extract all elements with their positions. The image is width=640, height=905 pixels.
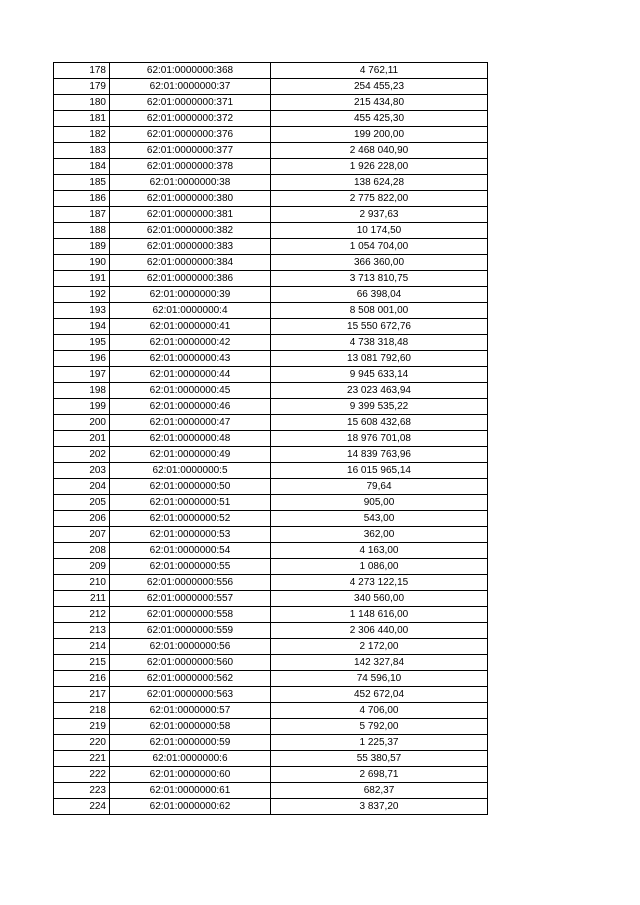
- cadastral-number-cell: 62:01:0000000:57: [110, 703, 271, 719]
- cadastral-number-cell: 62:01:0000000:37: [110, 79, 271, 95]
- table-row: [54, 751, 488, 767]
- row-number-cell: 215: [54, 655, 110, 671]
- cadastral-value-table: [53, 62, 488, 815]
- table-row: [54, 463, 488, 479]
- cadastral-number-cell: 62:01:0000000:562: [110, 671, 271, 687]
- cadastral-number-cell: 62:01:0000000:556: [110, 575, 271, 591]
- table-row: [54, 63, 488, 79]
- cadastral-number-cell: 62:01:0000000:62: [110, 799, 271, 815]
- row-number-cell: 219: [54, 719, 110, 735]
- row-number-cell: 192: [54, 287, 110, 303]
- row-number-cell: 222: [54, 767, 110, 783]
- cadastral-number-cell: 62:01:0000000:42: [110, 335, 271, 351]
- cadastral-number-cell: 62:01:0000000:47: [110, 415, 271, 431]
- cadastral-number-cell: 62:01:0000000:50: [110, 479, 271, 495]
- value-cell: 455 425,30: [271, 111, 488, 127]
- value-cell: 905,00: [271, 495, 488, 511]
- row-number-cell: 206: [54, 511, 110, 527]
- cadastral-number-cell: 62:01:0000000:371: [110, 95, 271, 111]
- table-row: [54, 79, 488, 95]
- table-row: [54, 591, 488, 607]
- value-cell: 2 172,00: [271, 639, 488, 655]
- value-cell: 4 273 122,15: [271, 575, 488, 591]
- value-cell: 2 468 040,90: [271, 143, 488, 159]
- value-cell: 254 455,23: [271, 79, 488, 95]
- table-row: [54, 639, 488, 655]
- row-number-cell: 207: [54, 527, 110, 543]
- value-cell: 66 398,04: [271, 287, 488, 303]
- table-row: [54, 319, 488, 335]
- cadastral-number-cell: 62:01:0000000:378: [110, 159, 271, 175]
- row-number-cell: 179: [54, 79, 110, 95]
- row-number-cell: 202: [54, 447, 110, 463]
- cadastral-number-cell: 62:01:0000000:384: [110, 255, 271, 271]
- cadastral-number-cell: 62:01:0000000:368: [110, 63, 271, 79]
- table-row: [54, 719, 488, 735]
- table-row: [54, 671, 488, 687]
- cadastral-number-cell: 62:01:0000000:380: [110, 191, 271, 207]
- table-row: [54, 271, 488, 287]
- cadastral-number-cell: 62:01:0000000:381: [110, 207, 271, 223]
- table-row: [54, 495, 488, 511]
- value-cell: 15 608 432,68: [271, 415, 488, 431]
- row-number-cell: 191: [54, 271, 110, 287]
- row-number-cell: 195: [54, 335, 110, 351]
- value-cell: 199 200,00: [271, 127, 488, 143]
- value-cell: 4 706,00: [271, 703, 488, 719]
- row-number-cell: 211: [54, 591, 110, 607]
- value-cell: 8 508 001,00: [271, 303, 488, 319]
- value-cell: 142 327,84: [271, 655, 488, 671]
- cadastral-number-cell: 62:01:0000000:56: [110, 639, 271, 655]
- cadastral-number-cell: 62:01:0000000:53: [110, 527, 271, 543]
- cadastral-number-cell: 62:01:0000000:43: [110, 351, 271, 367]
- cadastral-number-cell: 62:01:0000000:59: [110, 735, 271, 751]
- cadastral-number-cell: 62:01:0000000:44: [110, 367, 271, 383]
- table-row: [54, 687, 488, 703]
- value-cell: 74 596,10: [271, 671, 488, 687]
- value-cell: 1 086,00: [271, 559, 488, 575]
- table-row: [54, 575, 488, 591]
- table-row: [54, 207, 488, 223]
- table-row: [54, 767, 488, 783]
- row-number-cell: 209: [54, 559, 110, 575]
- row-number-cell: 208: [54, 543, 110, 559]
- cadastral-number-cell: 62:01:0000000:558: [110, 607, 271, 623]
- row-number-cell: 198: [54, 383, 110, 399]
- cadastral-number-cell: 62:01:0000000:382: [110, 223, 271, 239]
- value-cell: 2 775 822,00: [271, 191, 488, 207]
- table-row: [54, 399, 488, 415]
- value-cell: 9 945 633,14: [271, 367, 488, 383]
- row-number-cell: 196: [54, 351, 110, 367]
- value-cell: 682,37: [271, 783, 488, 799]
- table-row: [54, 607, 488, 623]
- cadastral-number-cell: 62:01:0000000:560: [110, 655, 271, 671]
- table-row: [54, 623, 488, 639]
- row-number-cell: 200: [54, 415, 110, 431]
- cadastral-number-cell: 62:01:0000000:383: [110, 239, 271, 255]
- cadastral-number-cell: 62:01:0000000:377: [110, 143, 271, 159]
- value-cell: 1 225,37: [271, 735, 488, 751]
- row-number-cell: 204: [54, 479, 110, 495]
- table-row: [54, 735, 488, 751]
- value-cell: 2 937,63: [271, 207, 488, 223]
- value-cell: 2 306 440,00: [271, 623, 488, 639]
- row-number-cell: 224: [54, 799, 110, 815]
- value-cell: 9 399 535,22: [271, 399, 488, 415]
- row-number-cell: 213: [54, 623, 110, 639]
- table-row: [54, 543, 488, 559]
- cadastral-number-cell: 62:01:0000000:563: [110, 687, 271, 703]
- table-row: [54, 175, 488, 191]
- value-cell: 366 360,00: [271, 255, 488, 271]
- row-number-cell: 193: [54, 303, 110, 319]
- row-number-cell: 201: [54, 431, 110, 447]
- row-number-cell: 214: [54, 639, 110, 655]
- cadastral-number-cell: 62:01:0000000:60: [110, 767, 271, 783]
- cadastral-number-cell: 62:01:0000000:4: [110, 303, 271, 319]
- value-cell: 543,00: [271, 511, 488, 527]
- row-number-cell: 183: [54, 143, 110, 159]
- value-cell: 16 015 965,14: [271, 463, 488, 479]
- row-number-cell: 217: [54, 687, 110, 703]
- cadastral-number-cell: 62:01:0000000:559: [110, 623, 271, 639]
- cadastral-number-cell: 62:01:0000000:38: [110, 175, 271, 191]
- table-row: [54, 799, 488, 815]
- value-cell: 4 762,11: [271, 63, 488, 79]
- table-row: [54, 559, 488, 575]
- value-cell: 4 163,00: [271, 543, 488, 559]
- value-cell: 18 976 701,08: [271, 431, 488, 447]
- value-cell: 215 434,80: [271, 95, 488, 111]
- value-cell: 10 174,50: [271, 223, 488, 239]
- row-number-cell: 181: [54, 111, 110, 127]
- cadastral-number-cell: 62:01:0000000:45: [110, 383, 271, 399]
- row-number-cell: 205: [54, 495, 110, 511]
- value-cell: 1 054 704,00: [271, 239, 488, 255]
- table-row: [54, 95, 488, 111]
- cadastral-number-cell: 62:01:0000000:58: [110, 719, 271, 735]
- row-number-cell: 220: [54, 735, 110, 751]
- value-cell: 13 081 792,60: [271, 351, 488, 367]
- value-cell: 55 380,57: [271, 751, 488, 767]
- row-number-cell: 189: [54, 239, 110, 255]
- cadastral-number-cell: 62:01:0000000:5: [110, 463, 271, 479]
- cadastral-number-cell: 62:01:0000000:386: [110, 271, 271, 287]
- table-row: [54, 191, 488, 207]
- table-row: [54, 527, 488, 543]
- row-number-cell: 178: [54, 63, 110, 79]
- row-number-cell: 221: [54, 751, 110, 767]
- value-cell: 1 926 228,00: [271, 159, 488, 175]
- table-row: [54, 159, 488, 175]
- cadastral-number-cell: 62:01:0000000:48: [110, 431, 271, 447]
- value-cell: 362,00: [271, 527, 488, 543]
- row-number-cell: 182: [54, 127, 110, 143]
- value-cell: 138 624,28: [271, 175, 488, 191]
- table-row: [54, 143, 488, 159]
- row-number-cell: 212: [54, 607, 110, 623]
- table-row: [54, 255, 488, 271]
- row-number-cell: 188: [54, 223, 110, 239]
- cadastral-number-cell: 62:01:0000000:55: [110, 559, 271, 575]
- value-cell: 2 698,71: [271, 767, 488, 783]
- table-row: [54, 287, 488, 303]
- table-row: [54, 367, 488, 383]
- row-number-cell: 187: [54, 207, 110, 223]
- cadastral-number-cell: 62:01:0000000:372: [110, 111, 271, 127]
- cadastral-number-cell: 62:01:0000000:51: [110, 495, 271, 511]
- row-number-cell: 194: [54, 319, 110, 335]
- table-row: [54, 127, 488, 143]
- value-cell: 3 713 810,75: [271, 271, 488, 287]
- value-cell: 79,64: [271, 479, 488, 495]
- cadastral-number-cell: 62:01:0000000:49: [110, 447, 271, 463]
- cadastral-number-cell: 62:01:0000000:61: [110, 783, 271, 799]
- value-cell: 14 839 763,96: [271, 447, 488, 463]
- table-row: [54, 783, 488, 799]
- table-row: [54, 511, 488, 527]
- table-row: [54, 655, 488, 671]
- row-number-cell: 185: [54, 175, 110, 191]
- table-row: [54, 415, 488, 431]
- row-number-cell: 210: [54, 575, 110, 591]
- table-row: [54, 447, 488, 463]
- row-number-cell: 180: [54, 95, 110, 111]
- table-body: [54, 63, 488, 815]
- table-row: [54, 335, 488, 351]
- table-row: [54, 383, 488, 399]
- table-row: [54, 479, 488, 495]
- table-row: [54, 351, 488, 367]
- row-number-cell: 184: [54, 159, 110, 175]
- table-row: [54, 111, 488, 127]
- value-cell: 452 672,04: [271, 687, 488, 703]
- table-row: [54, 703, 488, 719]
- row-number-cell: 218: [54, 703, 110, 719]
- row-number-cell: 216: [54, 671, 110, 687]
- cadastral-number-cell: 62:01:0000000:557: [110, 591, 271, 607]
- value-cell: 23 023 463,94: [271, 383, 488, 399]
- value-cell: 3 837,20: [271, 799, 488, 815]
- row-number-cell: 186: [54, 191, 110, 207]
- table-row: [54, 239, 488, 255]
- value-cell: 340 560,00: [271, 591, 488, 607]
- value-cell: 15 550 672,76: [271, 319, 488, 335]
- cadastral-number-cell: 62:01:0000000:52: [110, 511, 271, 527]
- row-number-cell: 223: [54, 783, 110, 799]
- table-row: [54, 223, 488, 239]
- cadastral-number-cell: 62:01:0000000:39: [110, 287, 271, 303]
- cadastral-number-cell: 62:01:0000000:6: [110, 751, 271, 767]
- cadastral-number-cell: 62:01:0000000:46: [110, 399, 271, 415]
- row-number-cell: 199: [54, 399, 110, 415]
- value-cell: 1 148 616,00: [271, 607, 488, 623]
- value-cell: 5 792,00: [271, 719, 488, 735]
- cadastral-number-cell: 62:01:0000000:54: [110, 543, 271, 559]
- cadastral-number-cell: 62:01:0000000:376: [110, 127, 271, 143]
- table-row: [54, 431, 488, 447]
- row-number-cell: 190: [54, 255, 110, 271]
- row-number-cell: 203: [54, 463, 110, 479]
- cadastral-number-cell: 62:01:0000000:41: [110, 319, 271, 335]
- table-row: [54, 303, 488, 319]
- value-cell: 4 738 318,48: [271, 335, 488, 351]
- row-number-cell: 197: [54, 367, 110, 383]
